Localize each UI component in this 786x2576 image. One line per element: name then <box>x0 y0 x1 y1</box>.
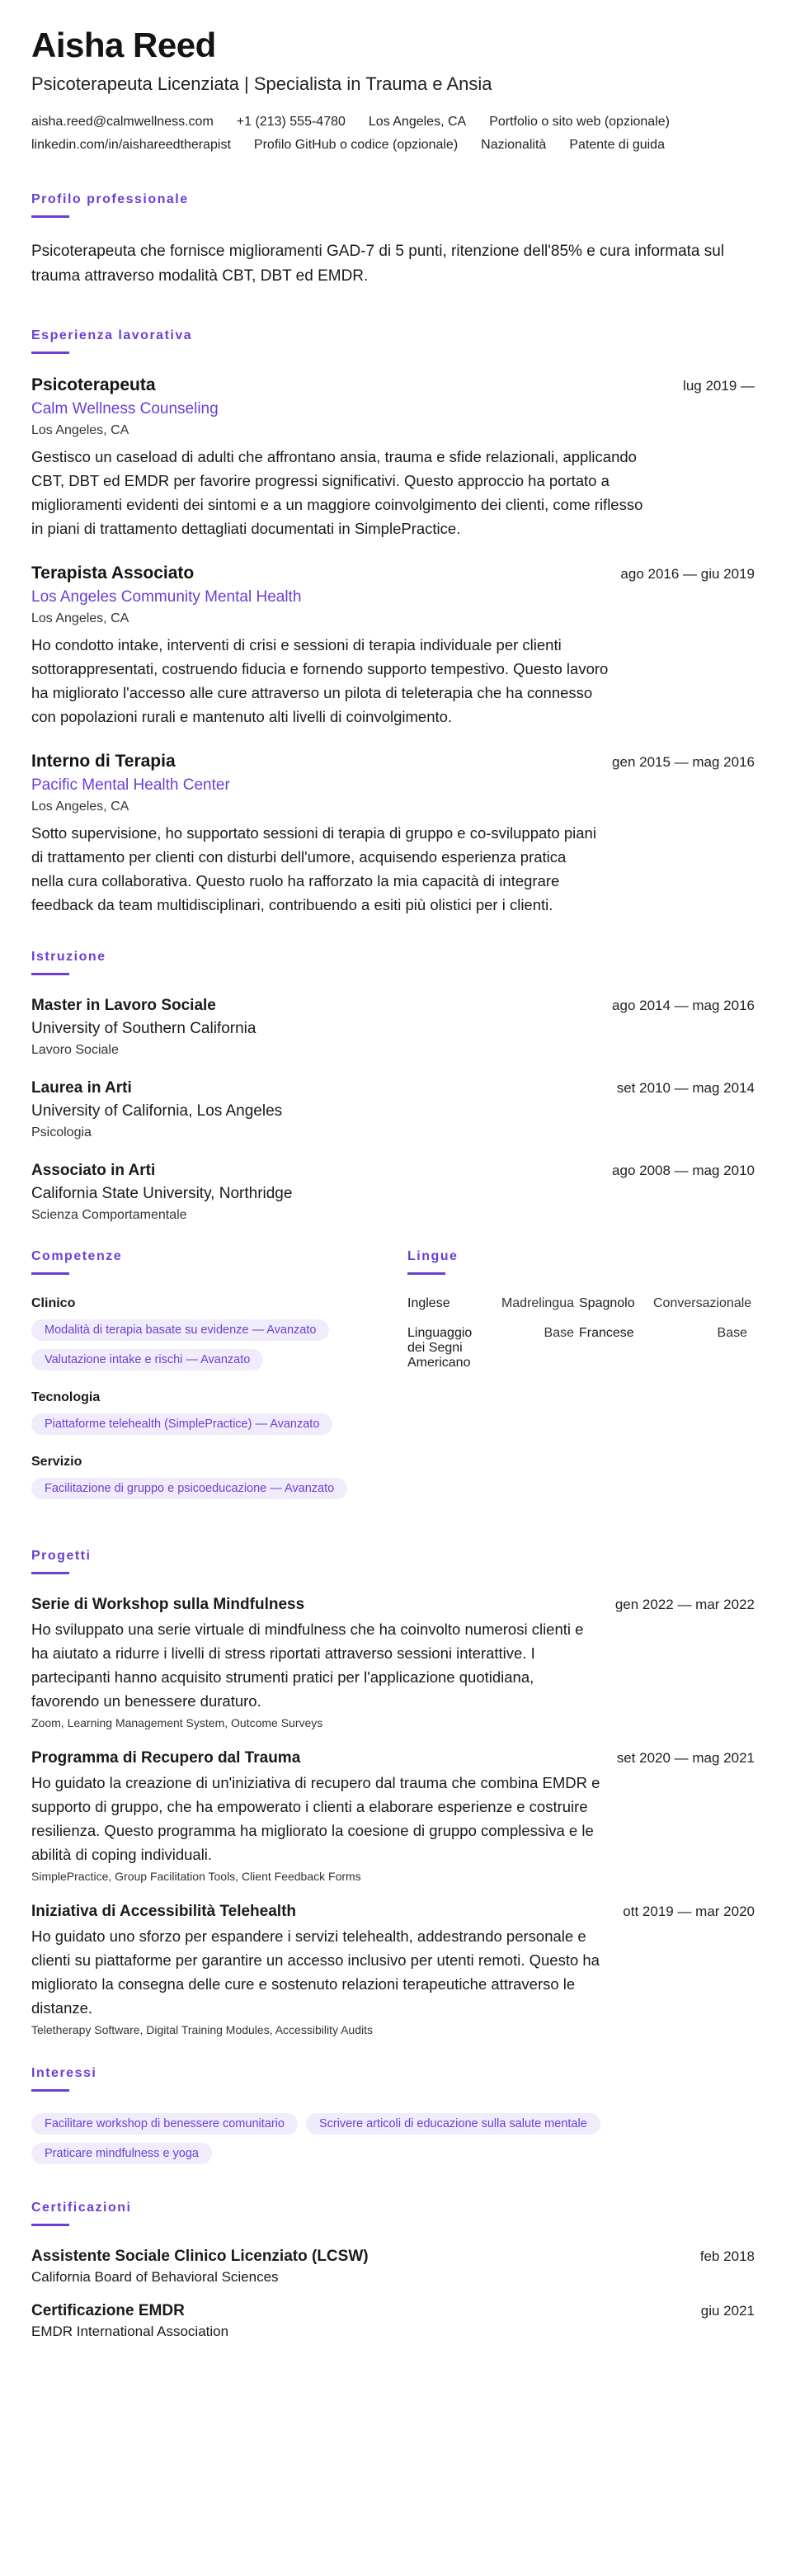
section-divider <box>31 2089 69 2092</box>
section-title: Progetti <box>31 1548 92 1563</box>
skill-group <box>31 1455 407 1499</box>
skill-group <box>31 1390 407 1435</box>
contact-driving-license: Patente di guida <box>569 137 665 152</box>
language-name: Francese <box>579 1325 634 1340</box>
project-title: Serie di Workshop sulla Mindfulness <box>31 1595 305 1613</box>
education-degree: Laurea in Arti <box>31 1078 132 1097</box>
contact-location: Los Angeles, CA <box>368 114 467 129</box>
contact-list <box>31 115 741 153</box>
skill-category: Servizio <box>31 1454 82 1469</box>
education-field: Psicologia <box>31 1125 92 1139</box>
certification-entry <box>31 2302 755 2340</box>
certification-name: Assistente Sociale Clinico Licenziato (LCSW) <box>31 2247 369 2265</box>
project-title: Programma di Recupero dal Trauma <box>31 1748 301 1767</box>
job-location: Los Angeles, CA <box>31 422 129 437</box>
project-entry <box>31 1903 755 2036</box>
section-divider <box>31 1272 69 1275</box>
education-degree: Associato in Arti <box>31 1161 156 1179</box>
education-entry <box>31 1162 755 1223</box>
project-title: Iniziativa di Accessibilità Telehealth <box>31 1902 296 1920</box>
education-date: ago 2008 — mag 2010 <box>612 1162 755 1178</box>
skill-category: Clinico <box>31 1295 76 1310</box>
projects-section <box>31 1549 755 2036</box>
education-field: Lavoro Sociale <box>31 1042 119 1057</box>
interests-section <box>31 2066 755 2164</box>
job-location: Los Angeles, CA <box>31 799 129 814</box>
project-date: gen 2022 — mar 2022 <box>614 1596 755 1612</box>
job-entry <box>31 375 755 540</box>
certification-issuer: EMDR International Association <box>31 2323 229 2339</box>
language-name: Linguaggio dei Segni Americano <box>407 1325 473 1370</box>
job-entry <box>31 752 755 917</box>
certification-name: Certificazione EMDR <box>31 2301 185 2319</box>
education-school: California State University, Northridge <box>31 1184 293 1202</box>
project-entry <box>31 1749 755 1883</box>
job-title: Terapista Associato <box>31 563 195 583</box>
project-date: ott 2019 — mar 2020 <box>623 1903 755 1919</box>
education-school: University of California, Los Angeles <box>31 1102 283 1120</box>
education-section <box>31 950 755 1223</box>
contact-portfolio[interactable]: Portfolio o sito web (opzionale) <box>489 114 670 129</box>
language-name: Inglese <box>407 1295 450 1310</box>
project-date: set 2020 — mag 2021 <box>616 1749 755 1766</box>
section-title: Interessi <box>31 2065 97 2080</box>
job-date: gen 2015 — mag 2016 <box>612 753 755 770</box>
language-level: Base <box>717 1325 747 1340</box>
certification-date: giu 2021 <box>700 2302 755 2319</box>
job-title: Interno di Terapia <box>31 751 176 771</box>
skill-category: Tecnologia <box>31 1389 101 1404</box>
certifications-section <box>31 2201 755 2340</box>
job-company: Los Angeles Community Mental Health <box>31 587 302 606</box>
resume-header <box>31 25 755 153</box>
section-title: Istruzione <box>31 949 106 964</box>
education-entry <box>31 997 755 1058</box>
education-field: Scienza Comportamentale <box>31 1207 187 1222</box>
certification-entry <box>31 2248 755 2286</box>
education-entry <box>31 1079 755 1140</box>
education-degree: Master in Lavoro Sociale <box>31 996 216 1014</box>
section-title: Lingue <box>407 1248 459 1263</box>
languages-section <box>407 1249 754 1519</box>
project-tools: Zoom, Learning Management System, Outcome Surveys <box>31 1715 323 1729</box>
section-divider <box>31 215 69 218</box>
interest-chip: Praticare mindfulness e yoga <box>31 2143 212 2164</box>
job-date: ago 2016 — giu 2019 <box>620 565 755 582</box>
project-tools: SimplePractice, Group Facilitation Tools, Client Feedback Forms <box>31 1869 361 1883</box>
section-title: Certificazioni <box>31 2200 132 2215</box>
job-company: Calm Wellness Counseling <box>31 399 219 418</box>
interest-list <box>31 2113 658 2164</box>
language-level: Madrelingua <box>501 1295 574 1310</box>
contact-github[interactable]: Profilo GitHub o codice (opzionale) <box>253 137 459 152</box>
language-name: Spagnolo <box>579 1295 635 1310</box>
project-tools: Teletherapy Software, Digital Training Modules, Accessibility Audits <box>31 2022 373 2036</box>
section-title: Competenze <box>31 1248 123 1263</box>
language-level: Conversazionale <box>653 1295 752 1310</box>
project-description: Ho guidato la creazione di un'iniziativa di recupero dal trauma che combina EMDR e supporto di gruppo, che ha empowerato i clienti a elaborare esperienze e costruire resilienza. Questo programma ha migliorato la coesione di gruppo complessiva e le abilità di coping individuali. <box>31 1773 600 1863</box>
job-company: Pacific Mental Health Center <box>31 776 230 794</box>
candidate-headline: Psicoterapeuta Licenziata | Specialista in Trauma e Ansia <box>31 73 492 95</box>
contact-phone[interactable]: +1 (213) 555-4780 <box>236 114 346 129</box>
candidate-name: Aisha Reed <box>31 26 216 64</box>
language-level: Base <box>544 1325 574 1340</box>
section-divider <box>407 1272 445 1275</box>
section-divider <box>31 351 69 354</box>
skill-chip: Modalità di terapia basate su evidenze — Avanzato <box>31 1319 329 1341</box>
section-divider <box>31 973 69 975</box>
certification-date: feb 2018 <box>699 2248 755 2264</box>
section-divider <box>31 1572 69 1574</box>
project-description: Ho sviluppato una serie virtuale di mindfulness che ha coinvolto numerosi clienti e ha aiutato a ridurre i livelli di stress riportati attraverso sessioni interattive. I partecipanti hanno acquisito strumenti pratici per l'applicazione quotidiana, favorendo un benessere duraturo. <box>31 1620 584 1710</box>
job-location: Los Angeles, CA <box>31 611 129 625</box>
job-description: Sotto supervisione, ho supportato sessioni di terapia di gruppo e co-sviluppato piani di trattamento per clienti con disturbi dell'umore, acquisendo esperienza pratica nella cura collaborativa. Questo ruolo ha rafforzato la mia capacità di integrare feedback da team multidisciplinari, contribuendo a esiti più olistici per i clienti. <box>31 823 596 913</box>
education-date: ago 2014 — mag 2016 <box>612 997 755 1013</box>
skill-chip: Valutazione intake e rischi — Avanzato <box>31 1349 263 1371</box>
job-date: lug 2019 — <box>683 377 755 394</box>
job-title: Psicoterapeuta <box>31 375 156 394</box>
skill-chip: Facilitazione di gruppo e psicoeducazione — Avanzato <box>31 1478 347 1499</box>
contact-nationality: Nazionalità <box>481 137 547 152</box>
contact-linkedin[interactable]: linkedin.com/in/aishareedtherapist <box>31 137 231 152</box>
section-title: Profilo professionale <box>31 191 189 206</box>
education-date: set 2010 — mag 2014 <box>616 1079 755 1096</box>
contact-email[interactable]: aisha.reed@calmwellness.com <box>31 114 214 129</box>
skill-chip: Piattaforme telehealth (SimplePractice) — Avanzato <box>31 1413 332 1435</box>
job-description: Gestisco un caseload di adulti che affrontano ansia, trauma e sfide relazionali, applicando CBT, DBT ed EMDR per favorire progressi significativi. Questo approccio ha portato a miglioramenti evidenti dei sintomi e a un maggiore coinvolgimento dei clienti, come riflesso in piani di trattamento dettagliati documentati in SimplePractice. <box>31 447 643 537</box>
skills-section <box>31 1249 407 1519</box>
skills-languages-row <box>31 1249 755 1519</box>
project-entry <box>31 1596 755 1729</box>
project-description: Ho guidato uno sforzo per espandere i servizi telehealth, addestrando personale e clienti su piattaforme per garantire un accesso inclusivo per utenti remoti. Questo ha migliorato la consegna delle cure e sostenuto relazioni terapeutiche attraverso le distanze. <box>31 1927 600 2017</box>
job-entry <box>31 564 755 729</box>
language-list <box>407 1296 754 1371</box>
education-school: University of Southern California <box>31 1019 257 1037</box>
section-title: Esperienza lavorativa <box>31 328 193 342</box>
job-description: Ho condotto intake, interventi di crisi e sessioni di terapia individuale per clienti sottorappresentati, costruendo fiducia e fornendo supporto tempestivo. Questo lavoro ha migliorato l'accesso alle cure attraverso un pilota di teleterapia che ha connesso con popolazioni rurali e mantenuto alti livelli di coinvolgimento. <box>31 635 609 725</box>
profile-section <box>31 192 755 289</box>
interest-chip: Scrivere articoli di educazione sulla salute mentale <box>306 2113 600 2135</box>
interest-chip: Facilitare workshop di benessere comunitario <box>31 2113 298 2135</box>
profile-summary: Psicoterapeuta che fornisce miglioramenti GAD-7 di 5 punti, ritenzione dell'85% e cura informata sul trauma attraverso modalità CBT, DBT ed EMDR. <box>31 242 725 285</box>
experience-section <box>31 328 755 917</box>
section-divider <box>31 2224 69 2226</box>
skill-group <box>31 1296 407 1371</box>
certification-issuer: California Board of Behavioral Sciences <box>31 2268 279 2285</box>
